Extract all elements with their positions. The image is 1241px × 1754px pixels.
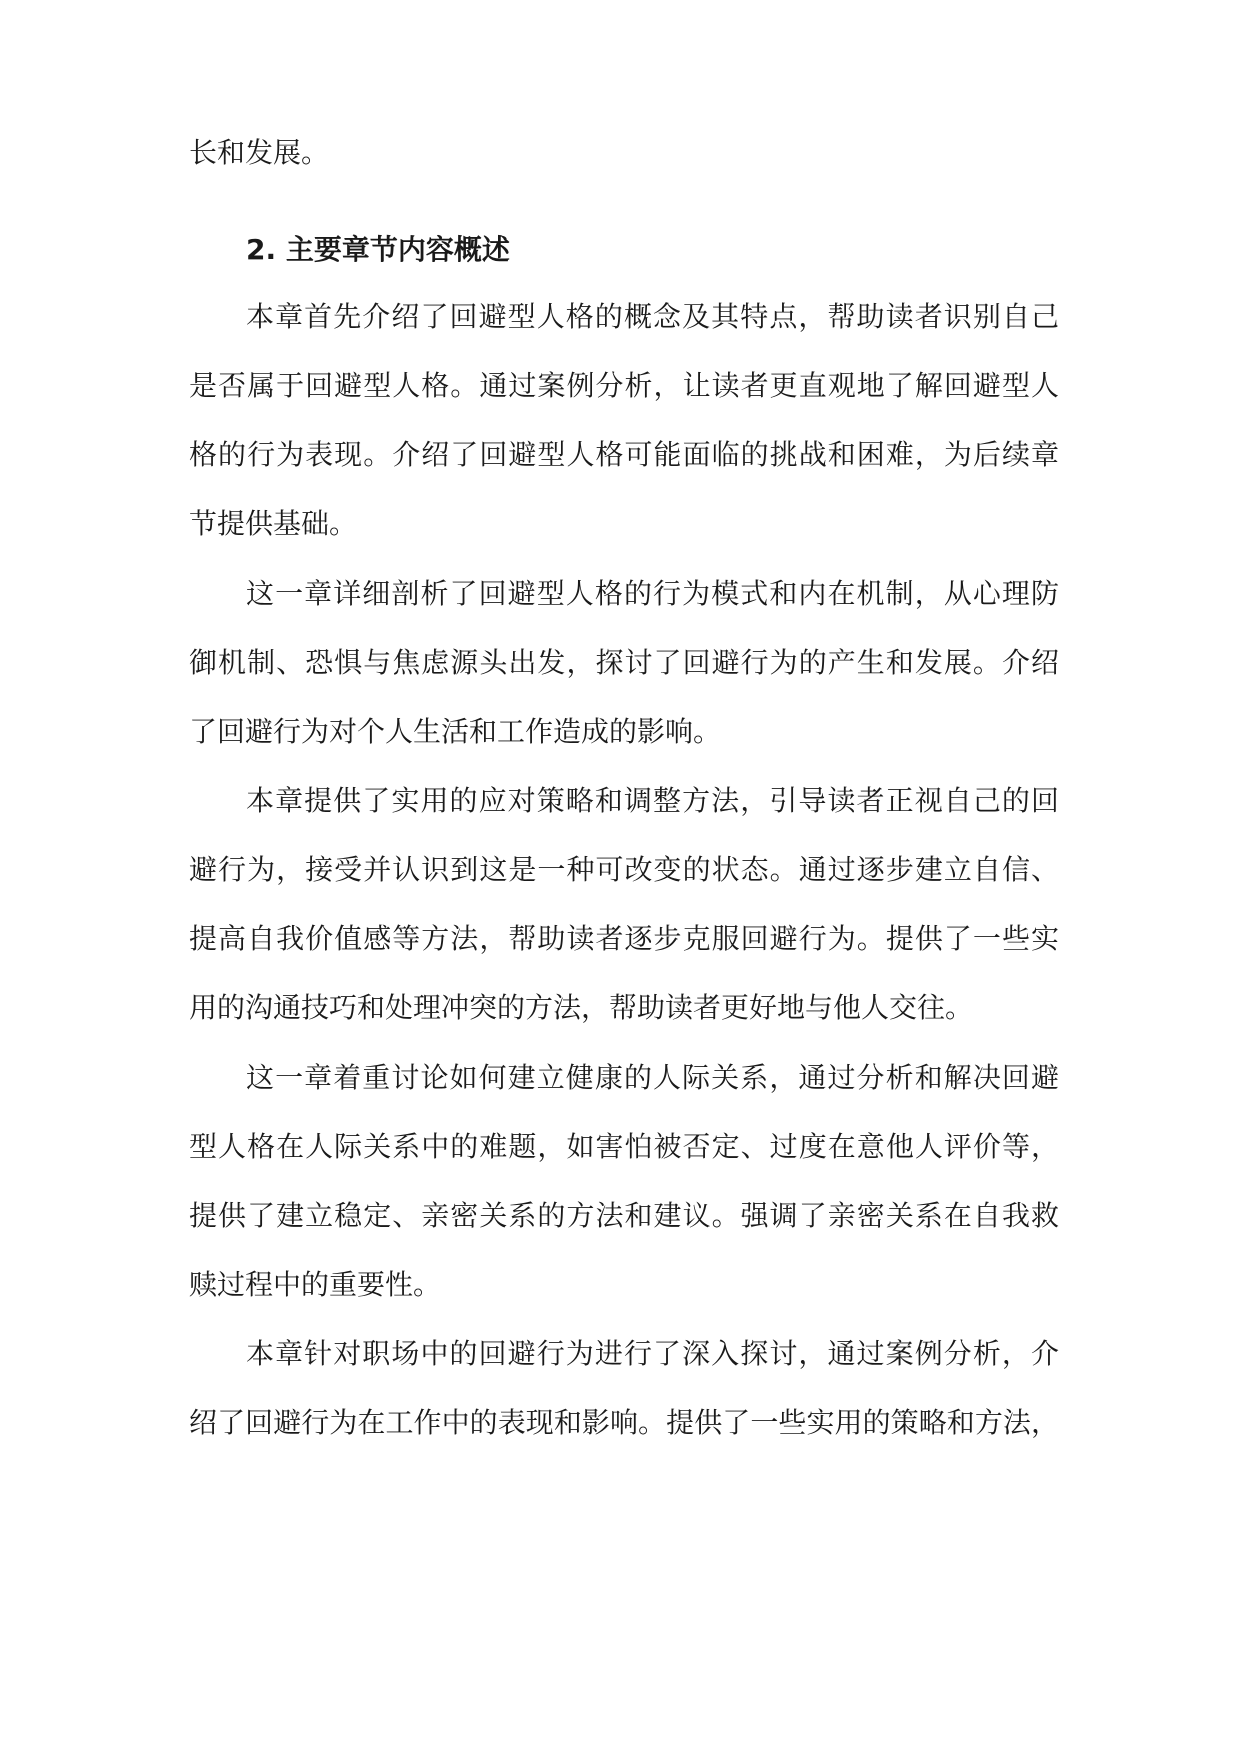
paragraph-line: 是否属于回避型人格。通过案例分析，让读者更直观地了解回避型人 — [189, 369, 1059, 402]
paragraph-line: 节提供基础。 — [189, 507, 358, 540]
paragraph-line: 这一章着重讨论如何建立健康的人际关系，通过分析和解决回避 — [246, 1061, 1059, 1094]
paragraph-line: 避行为，接受并认识到这是一种可改变的状态。通过逐步建立自信、 — [189, 853, 1059, 886]
paragraph-line: 本章提供了实用的应对策略和调整方法，引导读者正视自己的回 — [246, 784, 1059, 817]
paragraph-line: 这一章详细剖析了回避型人格的行为模式和内在机制，从心理防 — [246, 577, 1059, 610]
paragraph-line: 格的行为表现。介绍了回避型人格可能面临的挑战和困难，为后续章 — [189, 438, 1059, 471]
paragraph-line: 本章针对职场中的回避行为进行了深入探讨，通过案例分析，介 — [246, 1337, 1059, 1370]
paragraph-line: 本章首先介绍了回避型人格的概念及其特点，帮助读者识别自己 — [246, 300, 1059, 333]
paragraph-line: 了回避行为对个人生活和工作造成的影响。 — [189, 715, 722, 748]
section-heading: 2. 主要章节内容概述 — [246, 233, 510, 266]
paragraph-line: 型人格在人际关系中的难题，如害怕被否定、过度在意他人评价等， — [189, 1130, 1059, 1163]
paragraph-line: 御机制、恐惧与焦虑源头出发，探讨了回避行为的产生和发展。介绍 — [189, 646, 1059, 679]
paragraph-line: 提高自我价值感等方法，帮助读者逐步克服回避行为。提供了一些实 — [189, 922, 1059, 955]
paragraph-line: 赎过程中的重要性。 — [189, 1268, 442, 1301]
paragraph-line: 长和发展。 — [189, 136, 330, 169]
paragraph-line: 用的沟通技巧和处理冲突的方法，帮助读者更好地与他人交往。 — [189, 991, 974, 1024]
paragraph-line: 提供了建立稳定、亲密关系的方法和建议。强调了亲密关系在自我救 — [189, 1199, 1059, 1232]
paragraph-line: 绍了回避行为在工作中的表现和影响。提供了一些实用的策略和方法， — [189, 1406, 1059, 1439]
